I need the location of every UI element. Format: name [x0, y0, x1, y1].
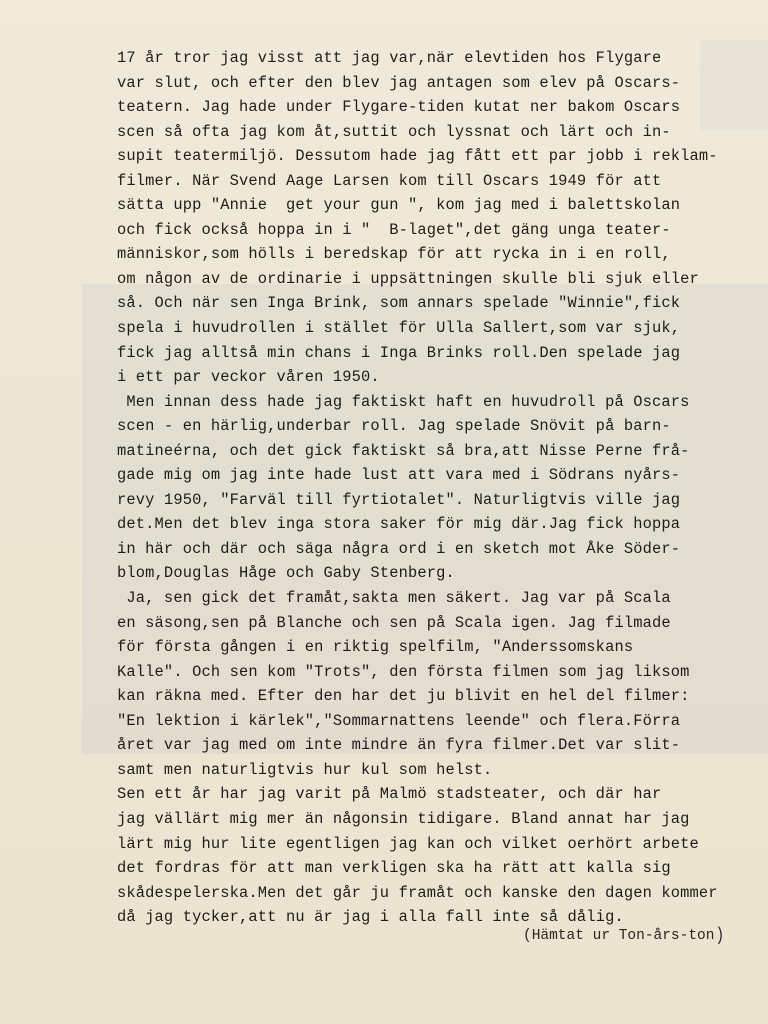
text-line: var slut, och efter den blev jag antagen som elev på Oscars- — [117, 73, 681, 92]
text-line: för första gången i en riktig spelfilm, "Anderssomskans — [117, 638, 634, 657]
source-note-text: (Hämtat ur Ton-års-ton — [523, 928, 715, 944]
text-line: supit teatermiljö. Dessutom hade jag fått ett par jobb i reklam- — [117, 147, 718, 166]
text-line: blom,Douglas Håge och Gaby Stenberg. — [117, 564, 455, 583]
text-line: jag vällärt mig mer än någonsin tidigare. Bland annat har jag — [117, 809, 690, 828]
text-line: och fick också hoppa in i " B-laget",det gäng unga teater- — [117, 220, 671, 239]
text-line: människor,som hölls i beredskap för att rycka in i en roll, — [117, 245, 671, 264]
text-line: fick jag alltså min chans i Inga Brinks roll.Den spelade jag — [117, 343, 681, 362]
text-line: lärt mig hur lite egentligen jag kan och vilket oerhört arbete — [117, 834, 699, 853]
text-line: in här och där och säga några ord i en sketch mot Åke Söder- — [117, 539, 681, 558]
typewritten-body — [117, 46, 757, 930]
text-line: teatern. Jag hade under Flygare-tiden kutat ner bakom Oscars — [117, 98, 681, 117]
text-line: om någon av de ordinarie i uppsättningen skulle bli sjuk eller — [117, 269, 699, 288]
text-line: sätta upp "Annie get your gun ", kom jag med i balettskolan — [117, 196, 681, 215]
text-line: det fordras för att man verkligen ska ha rätt att kalla sig — [117, 859, 671, 878]
text-line: samt men naturligtvis hur kul som helst. — [117, 760, 493, 779]
text-line: scen - en härlig,underbar roll. Jag spelade Snövit på barn- — [117, 417, 671, 436]
text-line: skådespelerska.Men det går ju framåt och kanske den dagen kommer — [117, 883, 718, 902]
text-line: filmer. När Svend Aage Larsen kom till Oscars 1949 för att — [117, 171, 662, 190]
text-line: scen så ofta jag kom åt,suttit och lyssnat och lärt och in- — [117, 122, 671, 141]
text-line: året var jag med om inte mindre än fyra filmer.Det var slit- — [117, 736, 681, 755]
text-line: matineérna, och det gick faktiskt så bra,att Nisse Perne frå- — [117, 441, 690, 460]
text-line: så. Och när sen Inga Brink, som annars spelade "Winnie",fick — [117, 294, 681, 313]
text-line: en säsong,sen på Blanche och sen på Scala igen. Jag filmade — [117, 613, 671, 632]
text-line: Ja, sen gick det framåt,sakta men säkert. Jag var på Scala — [117, 589, 671, 608]
source-note — [523, 928, 724, 944]
text-line: spela i huvudrollen i stället för Ulla Sallert,som var sjuk, — [117, 319, 681, 338]
text-line: Men innan dess hade jag faktiskt haft en huvudroll på Oscars — [117, 392, 690, 411]
text-line: då jag tycker,att nu är jag i alla fall inte så dålig. — [117, 908, 624, 927]
text-line: 17 år tror jag visst att jag var,när elevtiden hos Flygare — [117, 49, 662, 67]
source-note-bracket: ) — [715, 926, 725, 946]
text-line: "En lektion i kärlek","Sommarnattens leende" och flera.Förra — [117, 711, 681, 730]
text-line: Sen ett år har jag varit på Malmö stadsteater, och där har — [117, 785, 662, 804]
text-line: Kalle". Och sen kom "Trots", den första filmen som jag liksom — [117, 662, 690, 681]
text-line: gade mig om jag inte hade lust att vara med i Södrans nyårs- — [117, 466, 681, 485]
text-line: kan räkna med. Efter den har det ju blivit en hel del filmer: — [117, 687, 690, 706]
text-line: det.Men det blev inga stora saker för mig där.Jag fick hoppa — [117, 515, 681, 534]
text-line: i ett par veckor våren 1950. — [117, 368, 380, 387]
text-line: revy 1950, "Farväl till fyrtiotalet". Naturligtvis ville jag — [117, 490, 681, 509]
